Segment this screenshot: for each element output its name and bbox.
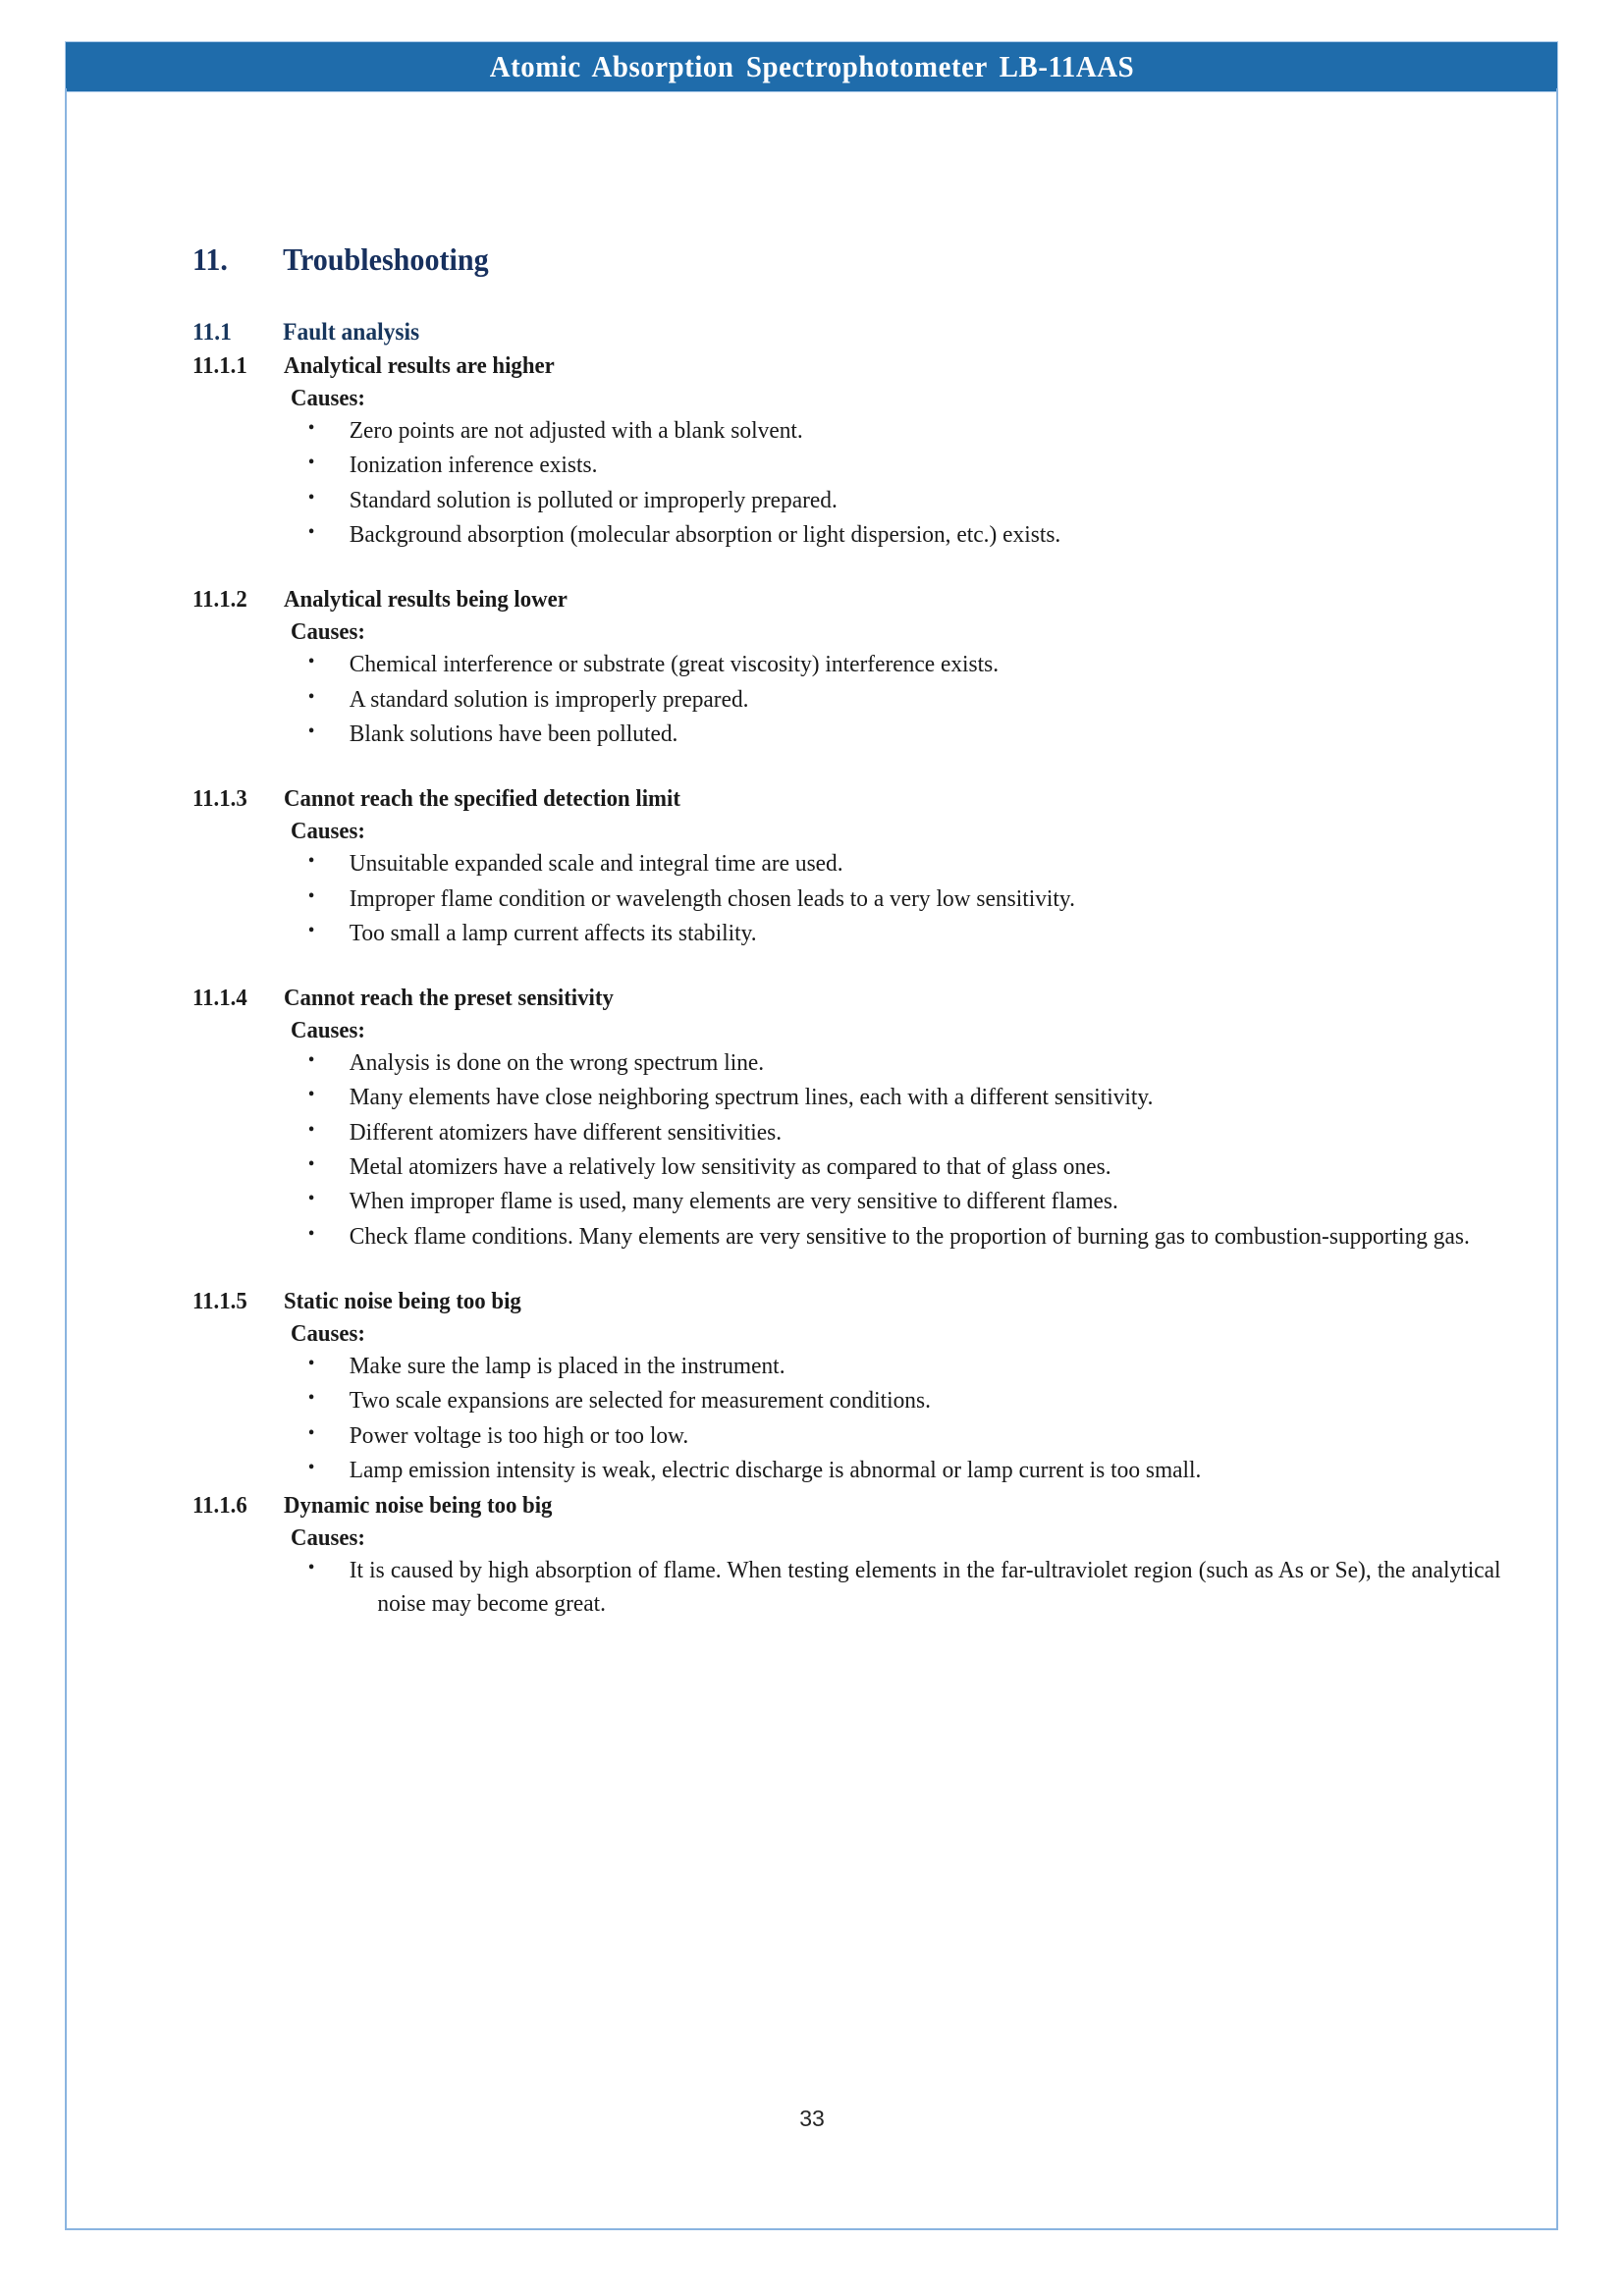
- list-item-text: Improper flame condition or wavelength chosen leads to a very low sensitivity.: [349, 884, 1075, 912]
- list-item-text: Standard solution is polluted or improperly prepared.: [349, 486, 838, 513]
- list-item-text: Many elements have close neighboring spectrum lines, each with a different sensitivity.: [349, 1084, 1154, 1111]
- list-item: [302, 917, 1500, 949]
- causes-label: Causes:: [291, 1524, 365, 1552]
- bullet-icon: •: [307, 850, 315, 873]
- subsection-heading-11-1-1: [192, 352, 1462, 380]
- list-item: [302, 1454, 1500, 1486]
- list-item-text: It is caused by high absorption of flame. When testing elements in the far-ultraviolet region (such as As or Se), the analytical noise may become great.: [349, 1557, 1501, 1617]
- list-item-text: When improper flame is used, many elements are very sensitive to different flames.: [349, 1188, 1118, 1215]
- subsection-heading-11-1-5: [192, 1288, 1462, 1315]
- subsection-title: Analytical results are higher: [284, 352, 555, 379]
- subsection-number: 11.1.1: [192, 352, 247, 379]
- causes-list-11-1-6: [192, 1554, 1557, 1620]
- bullet-icon: •: [307, 452, 315, 474]
- causes-list-11-1-2: [192, 648, 1557, 750]
- bullet-icon: •: [307, 884, 315, 907]
- list-item: [302, 1081, 1500, 1113]
- list-item: [302, 449, 1500, 481]
- causes-list-11-1-5: [192, 1350, 1557, 1486]
- causes-list-11-1-1: [192, 414, 1557, 551]
- list-item: [302, 518, 1500, 551]
- page-number: 33: [799, 2106, 825, 2131]
- list-item: [302, 1220, 1500, 1253]
- list-item-text: Ionization inference exists.: [349, 452, 598, 479]
- list-item-text: Background absorption (molecular absorption or light dispersion, etc.) exists.: [349, 520, 1061, 548]
- causes-list-11-1-4: [192, 1046, 1557, 1253]
- causes-label: Causes:: [291, 1017, 365, 1044]
- document-title: Atomic Absorption Spectrophotometer LB-11AAS: [489, 49, 1134, 83]
- list-item-text: Blank solutions have been polluted.: [349, 720, 678, 747]
- section-title: Fault analysis: [283, 319, 420, 346]
- list-item: [302, 1150, 1500, 1183]
- bullet-icon: •: [307, 1557, 315, 1579]
- bullet-icon: •: [307, 1084, 315, 1106]
- list-item: [302, 847, 1500, 880]
- list-item-text: Analysis is done on the wrong spectrum line.: [349, 1049, 765, 1077]
- bullet-icon: •: [307, 919, 315, 941]
- list-item-text: Check flame conditions. Many elements are very sensitive to the proportion of burning gas to combustion-supporting gas.: [349, 1222, 1470, 1250]
- subsection-number: 11.1.4: [192, 985, 247, 1012]
- list-item: [302, 1419, 1500, 1452]
- causes-label: Causes:: [291, 1320, 365, 1347]
- list-item: [302, 718, 1500, 750]
- list-item-text: Make sure the lamp is placed in the instrument.: [349, 1353, 785, 1379]
- subsection-number: 11.1.6: [192, 1492, 247, 1520]
- bullet-icon: •: [307, 417, 315, 439]
- bullet-icon: •: [307, 1353, 315, 1374]
- bullet-icon: •: [307, 520, 315, 543]
- list-item: [302, 1116, 1500, 1148]
- section-number: 11.1: [192, 319, 232, 346]
- list-item: [302, 1046, 1500, 1079]
- chapter-number: 11.: [192, 241, 228, 277]
- list-item-text: Chemical interference or substrate (great viscosity) interference exists.: [349, 651, 1000, 678]
- list-item: [302, 882, 1500, 915]
- bullet-icon: •: [307, 1153, 315, 1176]
- bullet-icon: •: [307, 1118, 315, 1141]
- subsection-heading-11-1-4: [192, 985, 1462, 1012]
- list-item: [302, 683, 1500, 716]
- page-content: [192, 147, 1557, 1620]
- list-item-text: Two scale expansions are selected for measurement conditions.: [349, 1387, 931, 1415]
- causes-list-11-1-3: [192, 847, 1557, 949]
- bullet-icon: •: [307, 1387, 315, 1410]
- list-item-text: Too small a lamp current affects its stability.: [349, 919, 757, 946]
- bullet-icon: •: [307, 1421, 315, 1444]
- subsection-title: Cannot reach the preset sensitivity: [284, 985, 614, 1012]
- causes-label: Causes:: [291, 618, 365, 646]
- subsection-number: 11.1.3: [192, 785, 247, 813]
- bullet-icon: •: [307, 1456, 315, 1478]
- chapter-heading: [192, 241, 1476, 278]
- subsection-title: Cannot reach the specified detection limit: [284, 785, 680, 813]
- subsection-title: Static noise being too big: [284, 1288, 521, 1314]
- chapter-title: Troubleshooting: [283, 241, 489, 277]
- subsection-number: 11.1.5: [192, 1288, 247, 1314]
- subsection-heading-11-1-3: [192, 785, 1462, 813]
- list-item-text: A standard solution is improperly prepared.: [349, 685, 749, 713]
- section-heading-11-1: [192, 319, 1476, 347]
- bullet-icon: •: [307, 720, 315, 742]
- document-header-band: [65, 41, 1558, 92]
- bullet-icon: •: [307, 1049, 315, 1072]
- bullet-icon: •: [307, 651, 315, 673]
- subsection-title: Analytical results being lower: [284, 586, 568, 614]
- list-item: [302, 484, 1500, 516]
- list-item-text: Power voltage is too high or too low.: [349, 1421, 689, 1449]
- subsection-heading-11-1-2: [192, 586, 1462, 614]
- causes-label: Causes:: [291, 818, 365, 845]
- causes-label: Causes:: [291, 385, 365, 411]
- list-item: [302, 414, 1500, 447]
- list-item-text: Different atomizers have different sensitivities.: [349, 1118, 783, 1146]
- bullet-icon: •: [307, 1222, 315, 1245]
- subsection-title: Dynamic noise being too big: [284, 1492, 553, 1520]
- list-item-text: Zero points are not adjusted with a blank solvent.: [349, 417, 803, 444]
- list-item: [302, 1185, 1500, 1217]
- list-item: [302, 1384, 1500, 1416]
- list-item-text: Metal atomizers have a relatively low sensitivity as compared to that of glass ones.: [349, 1153, 1111, 1181]
- list-item: [302, 1554, 1500, 1620]
- bullet-icon: •: [307, 486, 315, 508]
- list-item-text: Lamp emission intensity is weak, electric discharge is abnormal or lamp current is too small.: [349, 1456, 1202, 1483]
- bullet-icon: •: [307, 685, 315, 708]
- list-item-text: Unsuitable expanded scale and integral time are used.: [349, 850, 843, 878]
- subsection-number: 11.1.2: [192, 586, 247, 614]
- list-item: [302, 648, 1500, 680]
- subsection-heading-11-1-6: [192, 1492, 1462, 1520]
- list-item: [302, 1350, 1500, 1382]
- bullet-icon: •: [307, 1188, 315, 1210]
